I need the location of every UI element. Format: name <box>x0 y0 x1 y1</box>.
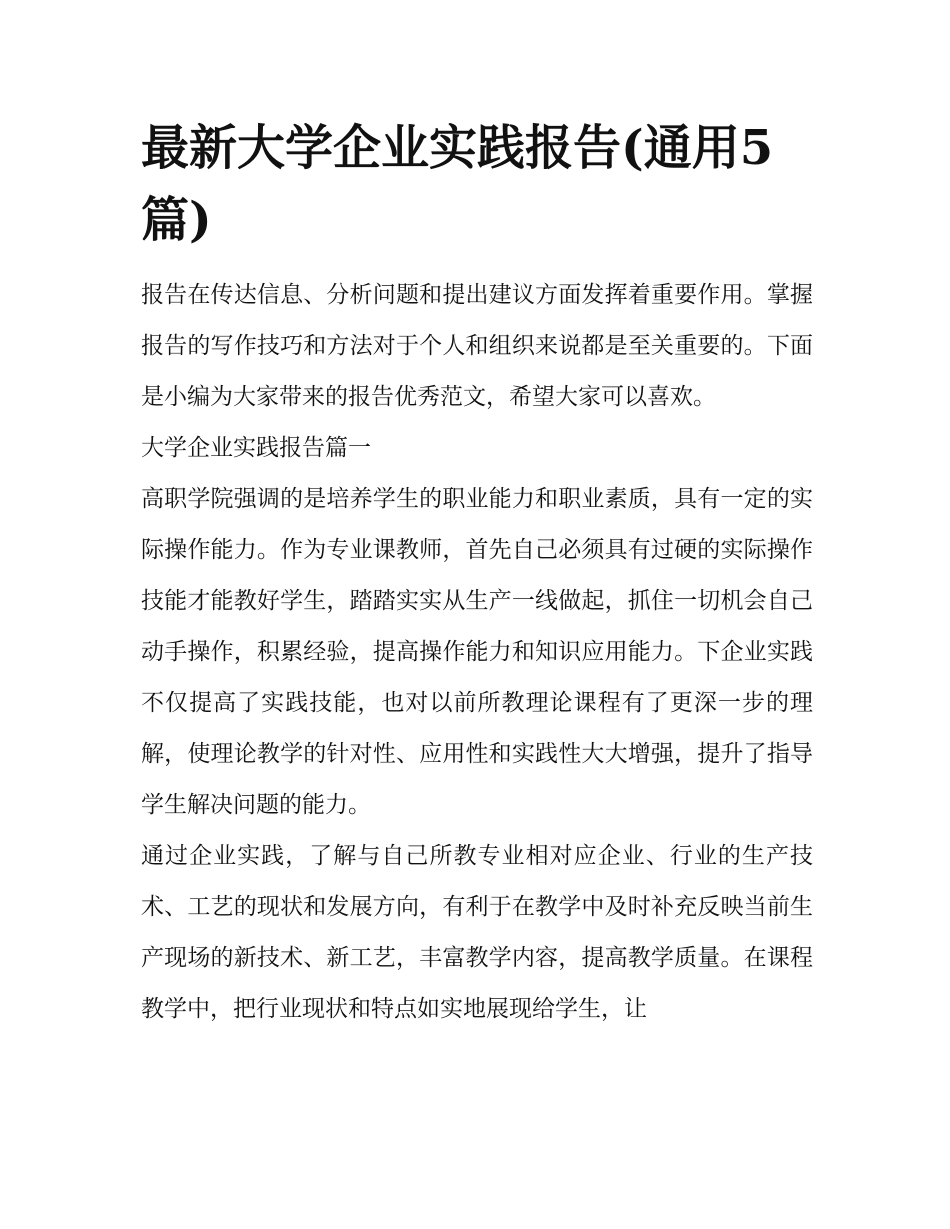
intro-paragraph: 报告在传达信息、分析问题和提出建议方面发挥着重要作用。掌握报告的写作技巧和方法对于个人和组织来说都是至关重要的。下面是小编为大家带来的报告优秀范文，希望大家可以喜欢。 <box>141 282 813 410</box>
section-heading: 大学企业实践报告篇一 <box>141 435 371 461</box>
body-paragraph: 高职学院强调的是培养学生的职业能力和职业素质，具有一定的实际操作能力。作为专业课教师，首先自己必须具有过硬的实际操作技能才能教好学生，踏踏实实从生产一线做起，抓住一切机会自己动手操作，积累经验，提高操作能力和知识应用能力。下企业实践不仅提高了实践技能，也对以前所教理论课程有了更深一步的理解，使理论教学的针对性、应用性和实践性大大增强，提升了指导学生解决问题的能力。 <box>141 486 813 818</box>
body-paragraph: 通过企业实践，了解与自己所教专业相对应企业、行业的生产技术、工艺的现状和发展方向，有利于在教学中及时补充反映当前生产现场的新技术、新工艺，丰富教学内容，提高教学质量。在课程教学中，把行业现状和特点如实地展现给学生，让 <box>141 843 813 1022</box>
document-page <box>141 112 813 1035</box>
document-title: 最新大学企业实践报告(通用5篇) <box>141 120 774 248</box>
